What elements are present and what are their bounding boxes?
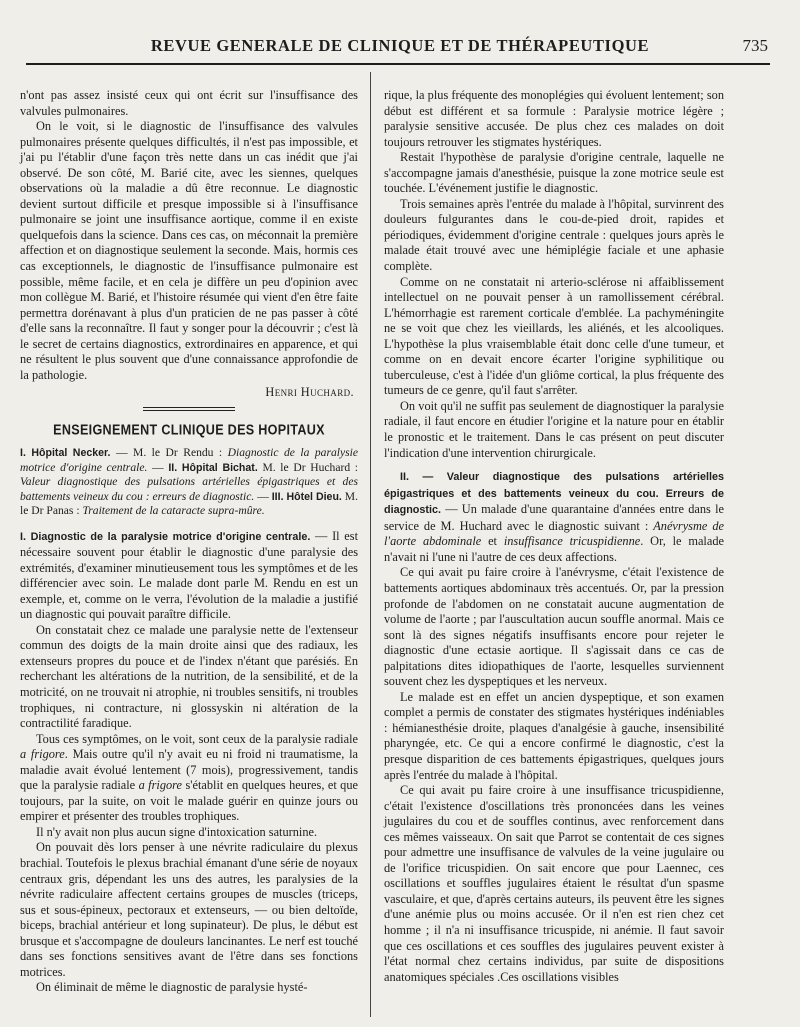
left-column bbox=[20, 88, 358, 996]
summary-topic: Valeur diagnostique des pulsations artérielles épigastriques et des battements veineux du cou : erreurs de diagnostic. bbox=[20, 475, 358, 503]
paragraph: rique, la plus fréquente des monoplégies qui évoluent lentement; son début est différent et sa formule : Paralysie motrice légère ; paralysie sensitive accusée. De plus chez ces malades on doit toujours retrouver les stigmates hystériques. bbox=[384, 88, 724, 149]
summary-separator: — bbox=[254, 489, 272, 503]
summary-text: — M. le Dr Rendu : bbox=[110, 446, 228, 460]
paragraph: On le voit, si le diagnostic de l'insuffisance des valvules pulmonaires présente quelques difficultés, il n'est pas impossible, et j'ai pu l'établir d'une façon très nette dans un cas inédit que j'ai observé. De son côté, M. Barié cite, avec les siennes, quelques observations où la maladie a dû être reconnue. Le diagnostic devient surtout difficile et presque impossible si à l'insuffisance pulmonaire se joint une insuffisance aortique, comme il en existe quelquefois dans la science. Dans ces cas, on méconnait la première affection et on diagnostique seulement la seconde. Mais, hormis ces cas exceptionnels, le diagnostic de l'insuffisance pulmonaire est possible, même facile, et en cela je diffère un peu d'opinion avec mon collègue M. Barié, et l'histoire résumée qui vient d'en être faite permettra dorénavant à plus d'un praticien de ne pas passer à côté d'elle sans la reconnaître. Il faut y songer pour la découvrir ; c'est là le secret de certains diagnostics, extrordinaires en apparence, et qui ne résultent le plus souvent que d'une connaissance approfondie de la pathologie. bbox=[20, 119, 358, 382]
subsection-paragraph bbox=[384, 469, 724, 565]
paragraph: Restait l'hypothèse de paralysie d'origine centrale, laquelle ne s'accompagne jamais d'anesthésie, puisque la zone motrice seule est touchée. L'événement justifie le diagnostic. bbox=[384, 150, 724, 196]
paragraph: Ce qui avait pu faire croire à une insuffisance tricuspidienne, c'était l'existence d'oscillations très prononcées dans les veines jugulaires du cou et de souffles continus, avec renforcement dans ces mêmes vaisseaux. On sait que Parrot se contentait de ces signes pour admettre une insuffisance de valvules de la veine jugulaire ou de l'orifice tricuspidien. On sait encore que pour Laennec, ces oscillations et souffles jugulaires étaient le résultat d'un spasme vasculaire, et que, d'après certains auteurs, ils peuvent être les signes d'une anémie plus ou moins accusée. Or il n'en est rien chez cet homme ; il n'a ni insuffisance tricuspide, ni anémie. Il faut savoir que ces oscillations et ces souffles des jugulaires peuvent exister à l'état normal chez certains individus, par suite de dispositions anatomiques spéciales .Ces oscillations visibles bbox=[384, 783, 724, 984]
paragraph-text: s'établit en quelques heures, et que toujours, par la suite, on voit le malade guérir en quinze jours ou empirer et présenter des troubles trophiques. bbox=[20, 778, 359, 824]
summary-hospital: III. Hôtel Dieu. bbox=[271, 490, 342, 503]
paragraph: Ce qui avait pu faire croire à l'anévrysme, c'était l'existence de battements aortiques abdominaux très accentués. Or, par la pression profonde de l'abdomen on ne constatait aucune augmentation de volume de l'aorte ; par l'auscultation aucun souffle anormal. Mais ce sont là des signes négatifs insuffisants encore pour rejeter le diagnostic d'une ectasie aortique. Il s'agissait dans ce cas de palpitations dites idiopathiques de l'aorte, lesquelles surviennent souvent chez les dyspeptiques et les nerveux. bbox=[384, 565, 724, 689]
right-column bbox=[384, 88, 724, 985]
paragraph-text: . Mais outre qu'il n'y avait eu ni froid ni traumatisme, la maladie avait évolué lentement (7 mois), progressivement, tandis que la paralysie radiale bbox=[20, 747, 359, 793]
paragraph: Comme on ne constatait ni arterio-sclérose ni affaiblissement intellectuel on ne pouvait penser à un ramollissement cérébral. L'hémorrhagie est rarement corticale d'emblée. La pachyméningite ne se voit que chez les vieillards, les aliénés, et les alcooliques. L'hypothèse la plus vraisemblable était donc celle d'une tumeur, et comme on en devait encore écarter l'origine syphilitique ou tuberculeuse, c'est à l'idée d'un gliôme cortical, la plus fréquente des tumeurs de ce genre, qu'il faut s'arrêter. bbox=[384, 274, 724, 398]
summary-hospital: I. Hôpital Necker. bbox=[20, 447, 111, 460]
summary-text: M. le Dr Panas : bbox=[20, 489, 359, 518]
paragraph: Le malade est en effet un ancien dyspeptique, et son examen complet a permis de constater des stigmates hystériques indéniables : hémianesthésie droite, plaques d'analgésie à gauche, insensibilité pharyngée, etc. Ce qui a encore confirmé le diagnostic, c'est la presque disparition de ces battements épigastriques, quelques jours après l'entrée du malade à l'hôpital. bbox=[384, 689, 724, 782]
page-number: 735 bbox=[742, 36, 768, 55]
summary-topic: Diagnostic de la paralysie motrice d'origine centrale. bbox=[20, 446, 358, 474]
italic-term: a frigore bbox=[138, 778, 183, 793]
section-rule bbox=[143, 407, 235, 408]
header-rule bbox=[26, 63, 770, 65]
author-signature: Henri Huchard. bbox=[265, 385, 354, 400]
paragraph: n'ont pas assez insisté ceux qui ont écrit sur l'insuffisance des valvules pulmonaires. bbox=[20, 88, 358, 118]
running-header bbox=[24, 30, 776, 62]
paragraph-text: et bbox=[481, 534, 504, 549]
summary-text: M. le Dr Huchard : bbox=[257, 460, 359, 474]
spacer bbox=[384, 461, 724, 469]
italic-term: Anévrysme de l'aorte abdominale bbox=[384, 518, 725, 549]
paragraph-text: Tous ces symptômes, on le voit, sont ceux de la paralysie radiale bbox=[36, 731, 358, 746]
subsection-heading: I. Diagnostic de la paralysie motrice d'origine centrale. bbox=[20, 530, 311, 543]
section-summary bbox=[20, 446, 358, 518]
summary-topic: Traitement de la cataracte supra-mûre. bbox=[82, 504, 265, 518]
paragraph-text: — Un malade d'une quarantaine d'années entre dans le service de M. Huchard avec le diagnostic suivant : bbox=[384, 502, 724, 533]
paragraph-text: — Il est nécessaire souvent pour établir le diagnostic d'une paralysie des extrémités, d'examiner minutieusement tous les symptômes et de les différencier avec soin. Le malade dont parle M. Rendu en est un exemple, et, comme on le verra, l'évolution de la maladie a justifié un diagnostic qui pouvait paraître difficile. bbox=[20, 528, 358, 622]
section-rule bbox=[143, 410, 235, 411]
paragraph: On éliminait de même le diagnostic de paralysie hysté- bbox=[36, 980, 308, 995]
column-divider bbox=[370, 72, 371, 1017]
paragraph: On voit qu'il ne suffit pas seulement de diagnostiquer la paralysie radiale, il faut encore en étudier l'origine et la nature pour en établir le pronostic et le traitement. Dans le cas présent on peut discuter l'indication d'une intervention chirurgicale. bbox=[384, 398, 724, 460]
paragraph: Trois semaines après l'entrée du malade à l'hôpital, survinrent des douleurs fulgurantes dans le cou-de-pied droit, rapides et périodiques, évidemment d'origine centrale : quelques jours après le malade était trouvé avec une hémiplégie faciale et une aphasie complète. bbox=[384, 196, 724, 274]
summary-hospital: II. Hôpital Bichat. bbox=[168, 461, 258, 474]
subsection-heading: II. — Valeur diagnostique des pulsations artérielles épigastriques et des battements veineux du cou. Erreurs de diagnostic. bbox=[384, 471, 724, 517]
subsection-paragraph bbox=[20, 529, 358, 623]
paragraph: Il n'y avait non plus aucun signe d'intoxication saturnine. bbox=[36, 824, 318, 839]
paragraph: On constatait chez ce malade une paralysie nette de l'extenseur commun des doigts de la main droite ainsi que des radiaux, les extenseurs propres du pouce et de l'index n'étant que parésiés. En recherchant les altérations de la nutrition, de la sensibilité, et de la motricité, on ne trouvait ni atrophie, ni troubles sensitifs, ni troubles trophiques, ni contracture, ni glossyskin ni altération de la contractilité faradique. bbox=[20, 622, 358, 731]
paragraph bbox=[20, 732, 358, 825]
italic-term: a frigore bbox=[20, 747, 65, 762]
italic-term: insuffisance tricuspidienne bbox=[503, 534, 641, 549]
paragraph: On pouvait dès lors penser à une névrite radiculaire du plexus brachial. Toutefois le plexus brachial émanant d'une série de noyaux centraux gris, dépendant les uns des autres, les paralysies de la névrite radiculaire affectent certains groupes de muscles (triceps, sus et sous-épineux, pectoraux et extenseurs, — ou bien deltoïde, biceps, brachial antérieur et long supinateur). De plus, le début est brusque et s'accompagne de douleurs lancinantes. Le nerf est touché dans ses fonctions sensitives avant de l'être dans ses fonctions motrices. bbox=[20, 840, 358, 979]
section-title: ENSEIGNEMENT CLINIQUE DES HOPITAUX bbox=[53, 421, 325, 438]
journal-title: REVUE GENERALE DE CLINIQUE ET DE THÉRAPEUTIQUE bbox=[150, 36, 650, 55]
paragraph-text: . Or, le malade n'avait ni l'une ni l'autre de ces deux affections. bbox=[384, 534, 724, 564]
summary-separator: — bbox=[147, 460, 169, 474]
